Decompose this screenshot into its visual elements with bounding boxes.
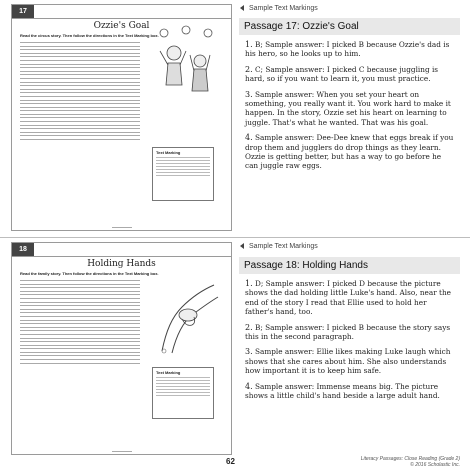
passage-title: Passage 17: Ozzie's Goal	[239, 18, 460, 35]
thumbnail-page-number: 18	[12, 243, 34, 256]
sample-text-markings-label-1: Sample Text Markings	[240, 5, 318, 12]
section-divider	[0, 237, 470, 238]
answer-item: 2. B; Sample answer: I picked B because the story says this in the second paragraph.	[245, 322, 451, 342]
thumbnail-text-marking-box	[152, 147, 214, 201]
answer-list	[239, 274, 460, 400]
thumbnail-footer	[12, 227, 231, 228]
page-number: 62	[226, 457, 235, 466]
credit-line	[361, 456, 460, 468]
answer-list	[239, 35, 460, 171]
passage-18-answers-panel	[239, 257, 460, 406]
answer-item: 2. C; Sample answer: I picked C because juggling is hard, so if you want to learn it, you must practice.	[245, 64, 439, 84]
thumbnail-footer	[12, 451, 231, 452]
answer-item: 1. B; Sample answer: I picked B because Ozzie's dad is his hero, so he looks up to him.	[245, 40, 450, 59]
passage-17-thumbnail	[11, 4, 232, 231]
passage-title: Passage 18: Holding Hands	[239, 257, 460, 274]
thumbnail-text-marking-box	[152, 367, 214, 419]
thumbnail-story-lines	[20, 42, 140, 140]
thumbnail-story-lines	[20, 280, 140, 364]
credit-copyright: © 2016 Scholastic Inc.	[410, 462, 460, 468]
credit-title: Literacy Passages: Close Reading (Grade 2)	[360, 456, 460, 462]
left-arrow-icon	[240, 243, 244, 249]
thumbnail-directions: Read the family story. Then follow the directions in the Text Marking box.	[20, 271, 159, 276]
text-marking-box-title: Text Marking	[156, 150, 181, 155]
thumbnail-page-number: 17	[12, 5, 34, 18]
thumbnail-directions: Read the circus story. Then follow the directions in the Text Marking box.	[20, 33, 159, 38]
holding-hands-illustration	[152, 281, 222, 359]
answer-item: 4. Sample answer: Dee-Dee knew that eggs break if you drop them and jugglers do drop things as they learn. Ozzie is getting better, but has a way to go before he can juggle raw eggs.	[245, 133, 454, 171]
sample-text-markings-label-2: Sample Text Markings	[240, 243, 318, 250]
answer-item: 3. Sample answer: When you set your heart on something, you really want it. You work hard to make it happen. In the story, Ozzie set his heart on learning to juggle. That's what he wanted. That was his goal.	[245, 89, 451, 127]
answer-item: 3. Sample answer: Ellie likes making Luke laugh which shows that she cares about him. She also understands how important it is to keep him safe.	[245, 347, 451, 376]
thumbnail-header-bar	[12, 243, 231, 257]
passage-18-thumbnail	[11, 242, 232, 455]
thumbnail-title: Ozzie's Goal	[93, 21, 150, 31]
passage-17-answers-panel	[239, 18, 460, 177]
thumbnail-title: Holding Hands	[87, 259, 156, 269]
juggler-illustration	[150, 25, 222, 97]
answer-item: 1. D; Sample answer: I picked D because the picture shows the dad holding little Luke's hand. Also, near the end of the story I read that Ellie used to hold her father's hand, too.	[245, 279, 451, 317]
thumbnail-header-bar	[12, 5, 231, 19]
answer-item: 4. Sample answer: Immense means big. The picture shows a little child's hand beside a large adult hand.	[245, 381, 440, 401]
left-arrow-icon	[240, 5, 244, 11]
text-marking-box-title: Text Marking	[156, 370, 181, 375]
